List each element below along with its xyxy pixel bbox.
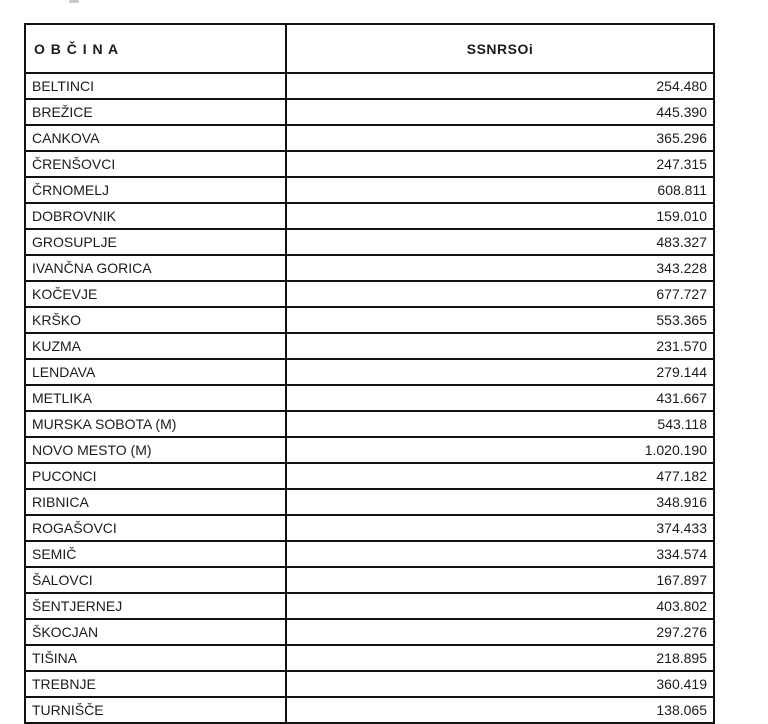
municipality-cell: LENDAVA xyxy=(25,359,286,385)
municipality-cell: SEMIČ xyxy=(25,541,286,567)
ssnrsoi-value-cell: 608.811 xyxy=(286,177,714,203)
municipality-cell: GROSUPLJE xyxy=(25,229,286,255)
table-row xyxy=(25,463,714,489)
municipality-cell: ČRENŠOVCI xyxy=(25,151,286,177)
table-row xyxy=(25,645,714,671)
table-row xyxy=(25,255,714,281)
municipality-cell: TREBNJE xyxy=(25,671,286,697)
municipality-cell: CANKOVA xyxy=(25,125,286,151)
table-row xyxy=(25,333,714,359)
ssnrsoi-value-cell: 431.667 xyxy=(286,385,714,411)
ssnrsoi-value-cell: 247.315 xyxy=(286,151,714,177)
ssnrsoi-value-cell: 543.118 xyxy=(286,411,714,437)
municipality-cell: BELTINCI xyxy=(25,73,286,99)
ssnrsoi-value-cell: 348.916 xyxy=(286,489,714,515)
ssnrsoi-value-cell: 138.065 xyxy=(286,697,714,723)
municipality-cell: KOČEVJE xyxy=(25,281,286,307)
ssnrsoi-value-cell: 218.895 xyxy=(286,645,714,671)
ssnrsoi-value-cell: 1.020.190 xyxy=(286,437,714,463)
table-row xyxy=(25,203,714,229)
table-row xyxy=(25,697,714,723)
ssnrsoi-value-cell: 360.419 xyxy=(286,671,714,697)
table-row xyxy=(25,411,714,437)
table-row xyxy=(25,437,714,463)
table-row xyxy=(25,151,714,177)
table-row xyxy=(25,177,714,203)
ssnrsoi-value-cell: 374.433 xyxy=(286,515,714,541)
ssnrsoi-value-cell: 159.010 xyxy=(286,203,714,229)
table-row xyxy=(25,307,714,333)
ssnrsoi-value-cell: 445.390 xyxy=(286,99,714,125)
municipality-cell: RIBNICA xyxy=(25,489,286,515)
ssnrsoi-value-cell: 477.182 xyxy=(286,463,714,489)
municipality-cell: ŠKOCJAN xyxy=(25,619,286,645)
ssnrsoi-value-cell: 297.276 xyxy=(286,619,714,645)
municipality-cell: ROGAŠOVCI xyxy=(25,515,286,541)
ssnrsoi-value-cell: 334.574 xyxy=(286,541,714,567)
table-row xyxy=(25,515,714,541)
column-header-ssnrsoi: SSNRSOi xyxy=(286,24,714,73)
ssnrsoi-value-cell: 403.802 xyxy=(286,593,714,619)
cropped-text-fragment xyxy=(69,0,79,3)
municipality-cell: DOBROVNIK xyxy=(25,203,286,229)
municipality-cell: KRŠKO xyxy=(25,307,286,333)
ssnrsoi-value-cell: 279.144 xyxy=(286,359,714,385)
municipality-cell: ŠENTJERNEJ xyxy=(25,593,286,619)
table-row xyxy=(25,73,714,99)
table-row xyxy=(25,385,714,411)
table-row xyxy=(25,125,714,151)
table-row xyxy=(25,567,714,593)
ssnrsoi-value-cell: 677.727 xyxy=(286,281,714,307)
municipality-table xyxy=(24,23,715,724)
ssnrsoi-value-cell: 553.365 xyxy=(286,307,714,333)
table-row xyxy=(25,229,714,255)
ssnrsoi-value-cell: 167.897 xyxy=(286,567,714,593)
municipality-cell: PUCONCI xyxy=(25,463,286,489)
table-row xyxy=(25,489,714,515)
municipality-cell: TIŠINA xyxy=(25,645,286,671)
ssnrsoi-value-cell: 343.228 xyxy=(286,255,714,281)
table-row xyxy=(25,619,714,645)
table-row xyxy=(25,359,714,385)
ssnrsoi-value-cell: 254.480 xyxy=(286,73,714,99)
municipality-cell: BREŽICE xyxy=(25,99,286,125)
municipality-cell: METLIKA xyxy=(25,385,286,411)
ssnrsoi-value-cell: 365.296 xyxy=(286,125,714,151)
table-row xyxy=(25,541,714,567)
municipality-table-container xyxy=(24,23,715,724)
table-body xyxy=(25,73,714,723)
municipality-cell: NOVO MESTO (M) xyxy=(25,437,286,463)
municipality-cell: IVANČNA GORICA xyxy=(25,255,286,281)
municipality-cell: ČRNOMELJ xyxy=(25,177,286,203)
table-header xyxy=(25,24,714,73)
ssnrsoi-value-cell: 231.570 xyxy=(286,333,714,359)
column-header-municipality: O B Č I N A xyxy=(25,24,286,73)
table-row xyxy=(25,593,714,619)
municipality-cell: KUZMA xyxy=(25,333,286,359)
table-row xyxy=(25,281,714,307)
municipality-cell: ŠALOVCI xyxy=(25,567,286,593)
table-row xyxy=(25,99,714,125)
ssnrsoi-value-cell: 483.327 xyxy=(286,229,714,255)
municipality-cell: MURSKA SOBOTA (M) xyxy=(25,411,286,437)
municipality-cell: TURNIŠČE xyxy=(25,697,286,723)
table-header-row xyxy=(25,24,714,73)
table-row xyxy=(25,671,714,697)
